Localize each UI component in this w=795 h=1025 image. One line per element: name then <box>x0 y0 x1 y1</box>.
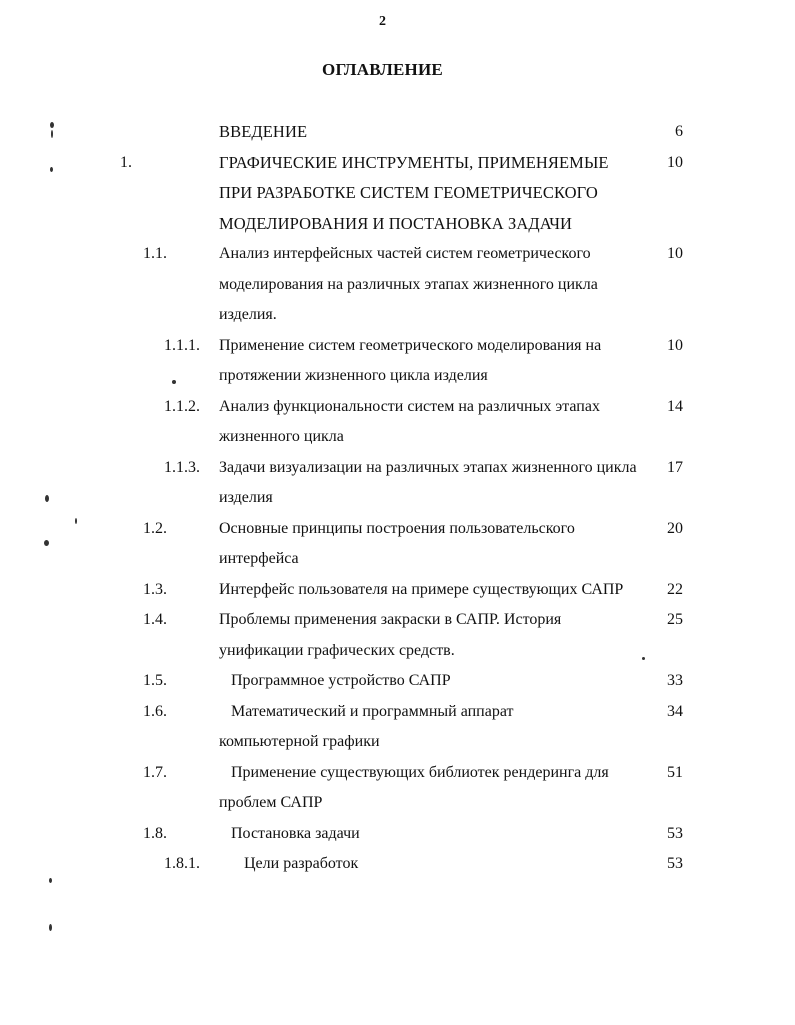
toc-entry-1-3 <box>0 575 795 606</box>
toc-entry-number: 1.7. <box>143 763 167 781</box>
toc-entry-1-4 <box>0 605 795 666</box>
toc-entry-title: Проблемы применения закраски в САПР. История унификации графических средств. <box>219 611 562 659</box>
toc-entry-1 <box>0 148 795 240</box>
toc-entry-page: 53 <box>667 824 683 842</box>
toc-entry-page: 53 <box>667 855 683 872</box>
toc-entry-number: 1.6. <box>143 702 167 720</box>
toc-entry-1-8 <box>0 819 795 850</box>
scan-speck <box>44 540 49 546</box>
toc-entry-title: ГРАФИЧЕСКИЕ ИНСТРУМЕНТЫ, ПРИМЕНЯЕМЫЕ ПРИ РАЗРАБОТКЕ СИСТЕМ ГЕОМЕТРИЧЕСКОГО МОДЕЛИРОВАНИЯ И ПОСТАНОВКА ЗАДАЧИ <box>219 152 609 233</box>
toc-entry-title: Применение систем геометрического моделирования на протяжении жизненного цикла изделия <box>219 336 602 384</box>
toc-entry-title: Цели разработок <box>244 855 359 872</box>
toc-entry-number: 1.1. <box>143 245 167 262</box>
toc-entry-page: 33 <box>667 672 683 689</box>
toc-entry-number: 1.3. <box>143 580 167 598</box>
toc-entry-page: 34 <box>667 702 683 720</box>
toc-entry-introduction <box>0 117 795 148</box>
document-title: ОГЛАВЛЕНИЕ <box>322 60 443 79</box>
toc-entry-number: 1.1.2. <box>164 397 200 415</box>
toc-entry-number: 1.2. <box>143 519 167 537</box>
toc-entry-1-5 <box>0 666 795 697</box>
toc-entry-page: 22 <box>667 580 683 598</box>
toc-entry-title: Задачи визуализации на различных этапах жизненного цикла изделия <box>219 458 637 506</box>
toc-entry-title: Программное устройство САПР <box>231 672 451 689</box>
scan-speck <box>45 495 49 502</box>
toc-entry-page: 17 <box>667 458 683 476</box>
toc-entry-1-2 <box>0 514 795 575</box>
toc-entry-page: 6 <box>675 123 683 140</box>
toc-entry-1-8-1 <box>0 849 795 880</box>
page-number: 2 <box>379 14 386 29</box>
toc-entry-number: 1.5. <box>143 672 167 689</box>
toc-entry-number: 1.8.1. <box>164 855 200 872</box>
toc-entry-number: 1.1.3. <box>164 458 200 476</box>
toc-entry-page: 20 <box>667 519 683 537</box>
toc-entry-1-1 <box>0 239 795 331</box>
toc-entry-title: Интерфейс пользователя на примере существующих САПР <box>219 580 624 598</box>
scan-speck <box>172 380 176 384</box>
toc-entry-number: 1.1.1. <box>164 336 200 354</box>
toc-entry-title: Применение существующих библиотек рендеринга для проблем САПР <box>219 763 609 811</box>
toc-entry-number: 1. <box>120 153 132 171</box>
scan-speck <box>51 130 53 138</box>
toc-entry-1-1-2 <box>0 392 795 453</box>
scan-speck <box>49 878 52 883</box>
scan-speck <box>49 924 52 931</box>
toc-entry-page: 51 <box>667 763 683 781</box>
toc-entry-number: 1.4. <box>143 611 167 628</box>
toc-entry-title: Анализ функциональности систем на различных этапах жизненного цикла <box>219 397 600 445</box>
toc-entry-1-1-3 <box>0 453 795 514</box>
scan-speck <box>50 167 53 172</box>
toc-entry-page: 10 <box>667 153 683 171</box>
toc-entry-title: Основные принципы построения пользовательского интерфейса <box>219 519 575 567</box>
toc-entry-title: Математический и программный аппарат компьютерной графики <box>219 702 514 750</box>
toc-entry-title: Анализ интерфейсных частей систем геометрического моделирования на различных этапах жизненного цикла изделия. <box>219 245 598 323</box>
scan-speck <box>642 657 645 660</box>
toc-entry-number: 1.8. <box>143 824 167 842</box>
toc-entry-page: 25 <box>667 611 683 628</box>
toc-entry-1-7 <box>0 758 795 819</box>
toc-entry-page: 14 <box>667 397 683 415</box>
toc-entry-title: ВВЕДЕНИЕ <box>219 122 308 141</box>
table-of-contents <box>0 117 795 880</box>
toc-entry-title: Постановка задачи <box>231 824 360 842</box>
toc-entry-1-6 <box>0 697 795 758</box>
toc-entry-1-1-1 <box>0 331 795 392</box>
toc-entry-page: 10 <box>667 336 683 354</box>
toc-entry-page: 10 <box>667 245 683 262</box>
scan-speck <box>75 518 77 524</box>
scan-speck <box>50 122 54 128</box>
